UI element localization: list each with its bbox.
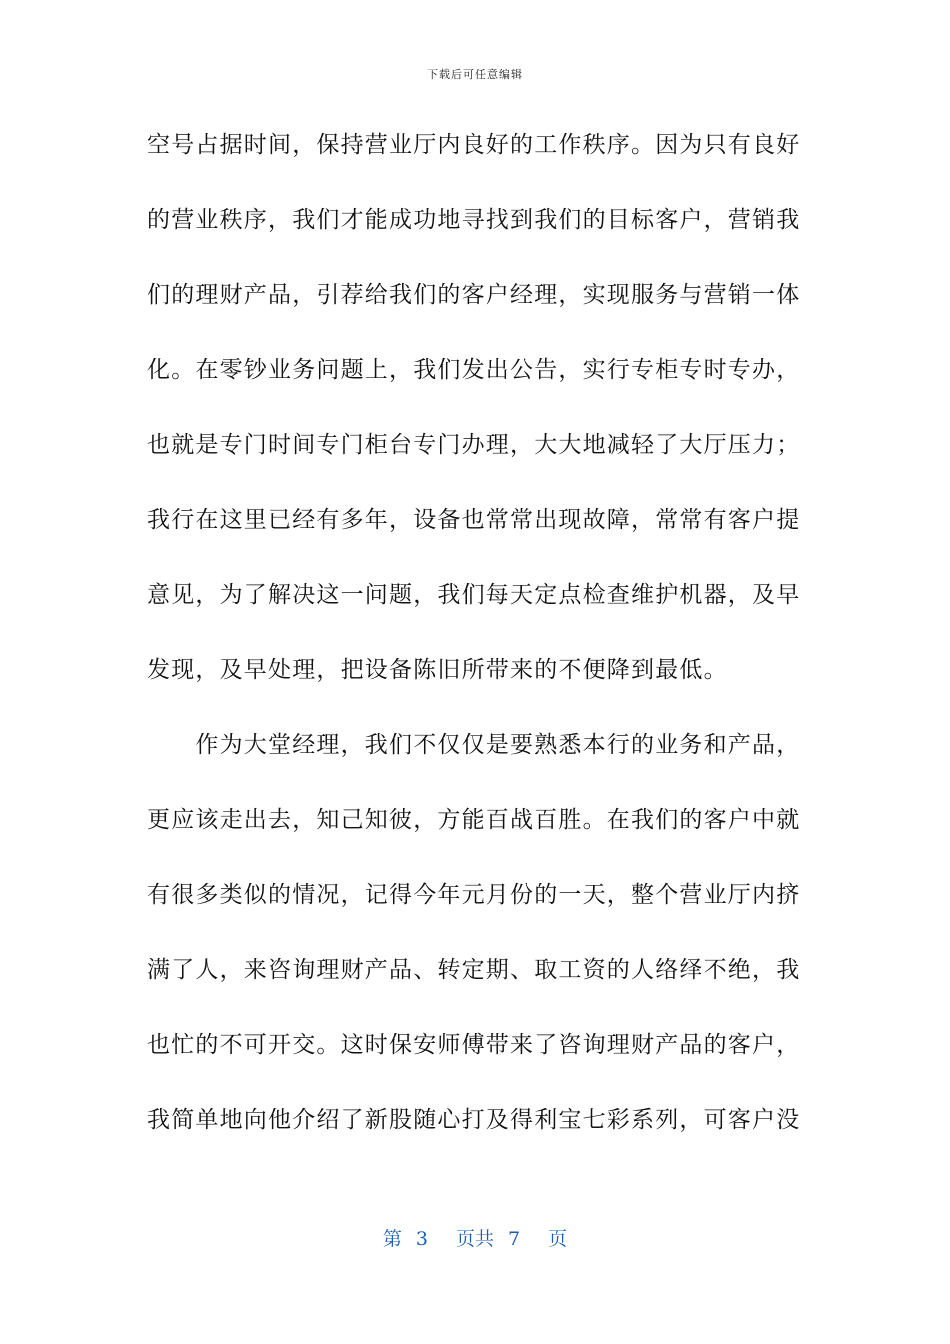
text-line: 更应该走出去，知己知彼，方能百战百胜。在我们的客户中就	[147, 807, 801, 833]
text-line: 的营业秩序，我们才能成功地寻找到我们的目标客户，营销我	[147, 207, 801, 233]
text-line: 也就是专门时间专门柜台专门办理，大大地减轻了大厅压力；	[147, 432, 801, 458]
page-middle-label: 页共	[455, 1228, 494, 1250]
text-line: 作为大堂经理，我们不仅仅是要熟悉本行的业务和产品，	[147, 732, 801, 758]
text-line: 有很多类似的情况，记得今年元月份的一天，整个营业厅内挤	[147, 882, 801, 908]
document-body	[147, 108, 801, 1158]
text-line: 满了人，来咨询理财产品、转定期、取工资的人络绎不绝，我	[147, 957, 801, 983]
text-line: 空号占据时间，保持营业厅内良好的工作秩序。因为只有良好	[147, 132, 801, 158]
page-header: 下载后可任意编辑	[427, 68, 523, 81]
text-line: 我行在这里已经有多年，设备也常常出现故障，常常有客户提	[147, 507, 801, 533]
page-suffix: 页	[548, 1228, 568, 1250]
current-page-number: 3	[415, 1228, 428, 1250]
total-pages-number: 7	[508, 1228, 521, 1250]
text-line: 我简单地向他介绍了新股随心打及得利宝七彩系列，可客户没	[147, 1107, 801, 1133]
page-prefix: 第	[382, 1228, 402, 1250]
text-line: 化。在零钞业务问题上，我们发出公告，实行专柜专时专办，	[147, 357, 801, 383]
text-line: 意见，为了解决这一问题，我们每天定点检查维护机器，及早	[147, 582, 801, 608]
text-line: 发现，及早处理，把设备陈旧所带来的不便降到最低。	[147, 657, 728, 683]
text-line: 也忙的不可开交。这时保安师傅带来了咨询理财产品的客户，	[147, 1032, 801, 1058]
page-number-footer	[0, 1224, 950, 1251]
text-line: 们的理财产品，引荐给我们的客户经理，实现服务与营销一体	[147, 282, 801, 308]
